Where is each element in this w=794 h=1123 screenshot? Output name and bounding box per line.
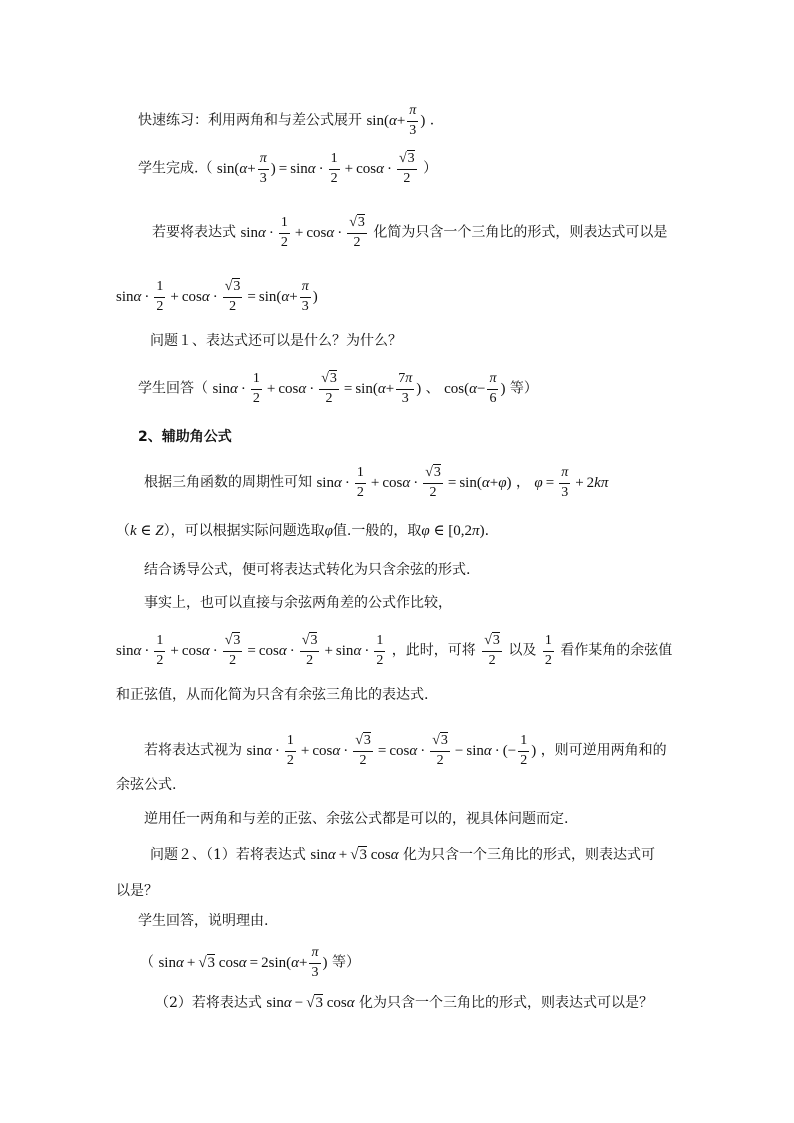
simplify-question-line [152,216,667,250]
period: . [484,523,490,539]
k-in-z: k ∈ Z [130,523,164,539]
section-heading-text: 2、辅助角公式 [138,429,232,445]
formula-phi: sinα · $\frac{1}{2}$ + cosα · $\frac{√3}{2}$ = sin(α+φ) [316,465,512,500]
formula-phi-range: φ ∈ [0,2π) [421,523,485,539]
frac-sqrt3-over-2: $\frac{√3}{2}$ [484,633,500,668]
period: . [429,112,435,129]
student-complete-text: 学生完成.（ [138,160,213,177]
student-reason-text: 学生回答，说明理由. [138,913,269,929]
reverse-cos-line [144,734,667,768]
student-complete-line [138,152,437,186]
periodicity-text: 根据三角函数的周期性可知 [144,474,312,491]
question-2-part-2-text: （2）若将表达式 [155,995,262,1011]
student-answer-line [138,372,538,406]
formula-cos-form: sinα · $\frac{1}{2}$ + cosα · $\frac{√3}{2}$ = cosα · $\frac{√3}{2}$ + sinα · $\frac{1}{2}$ [116,633,384,668]
close-paren: ） [423,160,438,177]
answer-2-line [140,946,360,980]
separator: 、 [425,380,440,397]
question-2-cont-text: 以是？ [116,883,158,899]
choose-phi-text: ），可以根据实际问题选取 [163,523,325,539]
induction-line [144,563,470,577]
etc-text: 等） [509,380,538,397]
cos-formula-text: 余弦公式. [116,777,177,793]
etc-text: 等） [331,954,360,971]
frac-1-over-2: $\frac{1}{2}$ [544,633,552,668]
simplified-result-line [116,280,318,314]
question-2-tail: 化为只含一个三角比的形式，则表达式可 [403,847,656,863]
formula-phi-value: φ = $\frac{\pi}{3}$ + 2kπ [534,465,609,500]
and-text: 以及 [508,642,537,659]
formula-answer-2: cos(α− $\frac{\pi}{6}$ ) [444,371,506,406]
formula-simplified: sinα · $\frac{1}{2}$ + cosα · $\frac{√3}{2}$ = sin(α+ $\frac{\pi}{3}$ ) [116,279,318,314]
formula-sin-alpha-plus-pi-over-3: sin(α+ $\frac{\pi}{3}$ ) [366,103,426,138]
simplify-text-b: 化简为只含一个三角比的形式，则表达式可以是 [373,224,668,241]
sine-value-line [116,688,428,702]
cosine-compare-mid: ，此时，可将 [391,642,476,659]
induction-text: 结合诱导公式，便可将表达式转化为只含余弦的形式. [144,562,471,578]
formula-reverse-cos: sinα · $\frac{1}{2}$ + cosα · $\frac{√3}{2}$ = cosα · $\frac{√3}{2}$ − sinα · (− $\frac{1}{2}$ ) [246,733,537,768]
formula-answer-1: sinα · $\frac{1}{2}$ + cosα · $\frac{√3}{2}$ = sin(α+ $\frac{7\pi}{3}$ ) [212,371,422,406]
compare-line [144,596,452,610]
any-formula-text: 逆用任一两角和与差的正弦、余弦公式都是可以的，视具体问题而定. [144,811,569,827]
formula-q2-1: sinα + √3 cosα [310,847,399,863]
any-formula-line [144,812,568,826]
question-1 [150,334,402,348]
simplify-text-a: 若要将表达式 [152,224,236,241]
section-heading [138,430,232,444]
formula-q2-2: sinα − √3 cosα [266,995,355,1011]
sine-value-text: 和正弦值，从而化简为只含有余弦三角比的表达式. [116,687,429,703]
reverse-cos-tail: ，则可逆用两角和的 [540,742,667,759]
compare-text: 事实上，也可以直接与余弦两角差的公式作比较， [144,595,452,611]
open-paren: （ [140,954,154,971]
question-2-part-2-tail: 化为只含一个三角比的形式，则表达式可以是？ [359,995,654,1011]
open-paren: （ [116,523,130,539]
choose-phi-line [116,524,489,539]
question-2-part-2 [155,996,653,1011]
cos-formula-line [116,778,176,792]
formula-expression: sinα · $\frac{1}{2}$ + cosα · $\frac{√3}{2}$ [240,215,365,250]
question-2-text: 问题２、（1）若将表达式 [150,847,306,863]
question-1-text: 问题１、表达式还可以是什么？为什么？ [150,333,402,349]
comma: ， [515,474,530,491]
formula-expansion: sin(α+ $\frac{\pi}{3}$ ) = sinα · $\frac{1}{2}$ + cosα · $\frac{√3}{2}$ [216,151,415,186]
student-answer-text: 学生回答（ [138,380,208,397]
phi-symbol: φ [324,523,333,539]
practice-text: 快速练习：利用两角和与差公式展开 [138,112,362,129]
cosine-compare-line [116,634,672,668]
periodicity-line [144,466,608,500]
cosine-compare-tail: 看作某角的余弦值 [560,642,673,659]
question-2-line [150,848,655,863]
formula-answer-q2: sinα + √3 cosα = 2sin(α+ $\frac{\pi}{3}$ ) [158,945,328,980]
choose-phi-mid: 值.一般的，取 [332,523,422,539]
reverse-cos-text: 若将表达式视为 [144,742,242,759]
question-2-cont [116,884,158,898]
practice-line [138,104,434,138]
student-reason-line [138,914,268,928]
